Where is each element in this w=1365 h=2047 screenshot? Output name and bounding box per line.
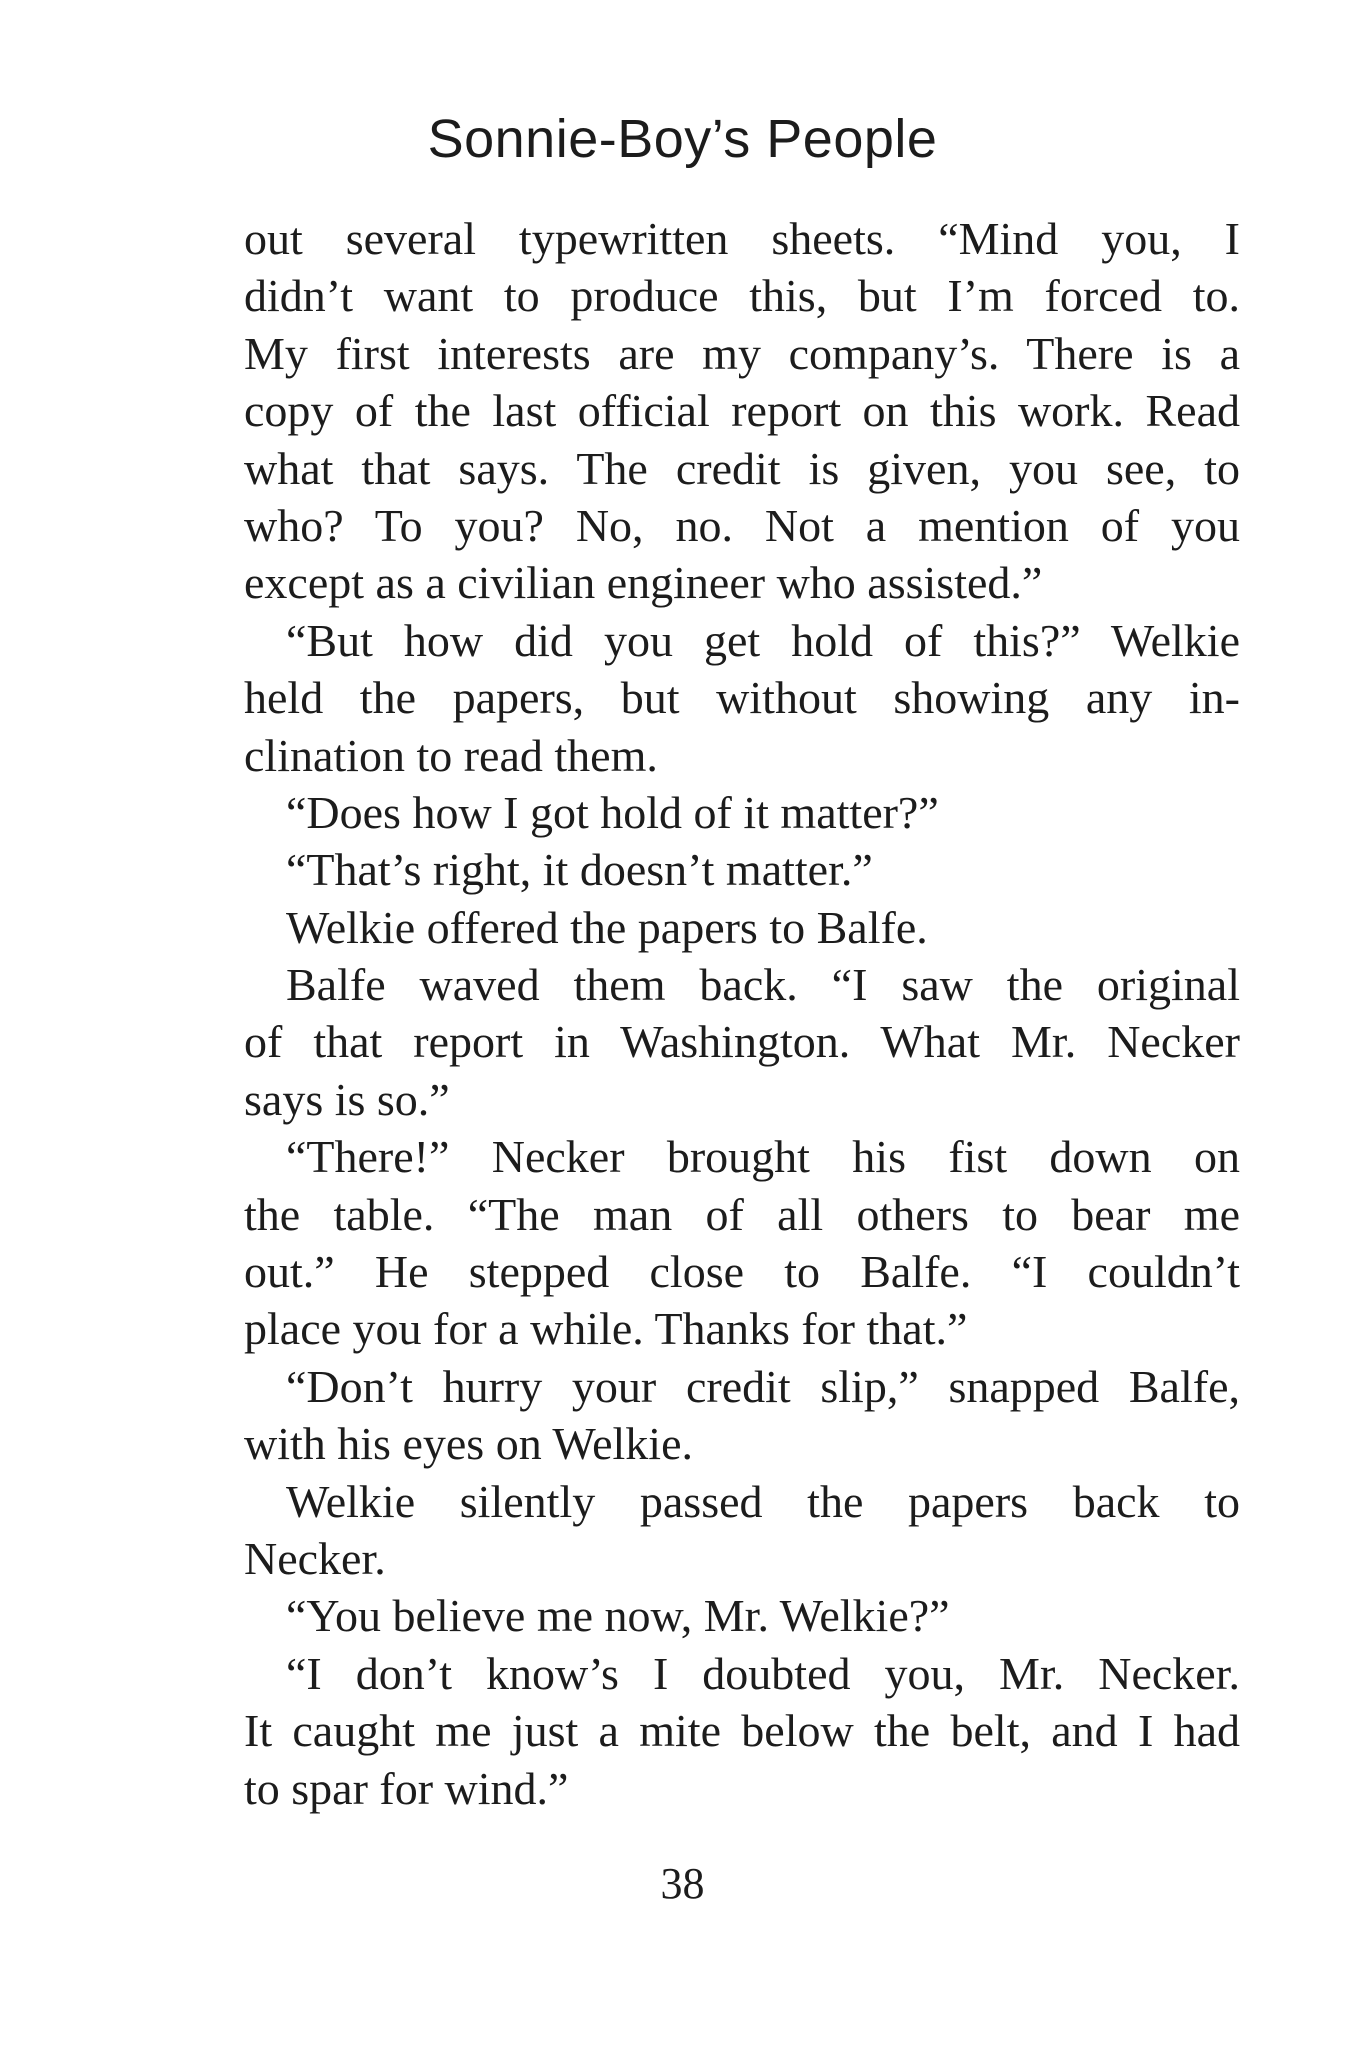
text-line: says is so.” <box>244 1073 450 1125</box>
text-line: “There!” Necker brought his fist down on <box>286 1131 1240 1183</box>
running-head: Sonnie-Boy’s People <box>427 109 938 169</box>
text-line: “Does how I got hold of it matter?” <box>286 786 939 838</box>
paragraph <box>244 899 1240 956</box>
text-line: “That’s right, it doesn’t matter.” <box>286 844 873 896</box>
text-line: except as a civilian engineer who assisted.” <box>244 557 1043 609</box>
text-line: It caught me just a mite below the belt, and I had <box>244 1705 1240 1757</box>
text-line: who? To you? No, no. Not a mention of you <box>244 499 1240 551</box>
text-line: of that report in Washington. What Mr. Necker <box>244 1016 1240 1068</box>
paragraph <box>244 1128 1240 1358</box>
paragraph <box>244 956 1240 1128</box>
text-line: Welkie offered the papers to Balfe. <box>286 901 928 953</box>
text-line: My first interests are my company’s. There is a <box>244 327 1240 379</box>
body-text <box>244 210 1240 1817</box>
text-line: “You believe me now, Mr. Welkie?” <box>286 1590 950 1642</box>
paragraph <box>244 1358 1240 1473</box>
paragraph <box>244 1587 1240 1644</box>
text-line: what that says. The credit is given, you see, to <box>244 442 1240 494</box>
text-line: with his eyes on Welkie. <box>244 1418 693 1470</box>
text-line: Welkie silently passed the papers back to <box>286 1475 1240 1527</box>
text-line: Necker. <box>244 1532 386 1584</box>
text-line: out.” He stepped close to Balfe. “I couldn’t <box>244 1246 1240 1298</box>
text-line: place you for a while. Thanks for that.” <box>244 1303 968 1355</box>
paragraph <box>244 1473 1240 1588</box>
text-line: out several typewritten sheets. “Mind you, I <box>244 213 1240 264</box>
text-line: didn’t want to produce this, but I’m forced to. <box>244 270 1240 322</box>
paragraph <box>244 841 1240 898</box>
text-line: “Don’t hurry your credit slip,” snapped Balfe, <box>286 1360 1240 1412</box>
text-line: to spar for wind.” <box>244 1762 569 1814</box>
paragraph <box>244 210 1240 612</box>
paragraph <box>244 1645 1240 1817</box>
paragraph <box>244 784 1240 841</box>
page-number: 38 <box>660 1859 705 1908</box>
text-line: copy of the last official report on this work. Read <box>244 385 1240 437</box>
paragraph <box>244 612 1240 784</box>
text-line: “But how did you get hold of this?” Welkie <box>286 614 1240 666</box>
text-line: “I don’t know’s I doubted you, Mr. Necker. <box>286 1647 1240 1699</box>
text-line: held the papers, but without showing any in- <box>244 672 1240 724</box>
text-line: Balfe waved them back. “I saw the original <box>286 959 1240 1011</box>
text-line: the table. “The man of all others to bear me <box>244 1188 1240 1240</box>
text-line: clination to read them. <box>244 729 658 781</box>
